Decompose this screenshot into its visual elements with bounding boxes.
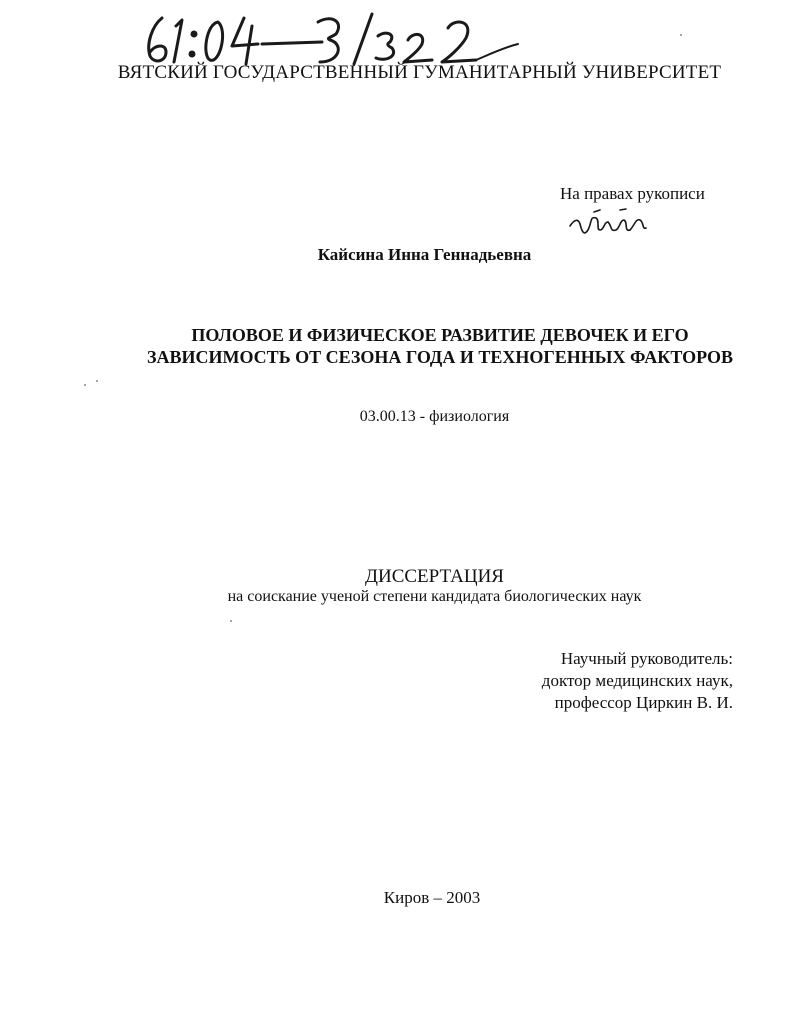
title-line: ЗАВИСИМОСТЬ ОТ СЕЗОНА ГОДА И ТЕХНОГЕННЫХ ФАКТОРОВ	[146, 347, 734, 367]
scan-speck	[96, 380, 98, 382]
city-and-year: Киров – 2003	[383, 888, 481, 907]
handwritten-signature	[566, 204, 656, 240]
scan-speck	[230, 620, 232, 622]
advisor-role: Научный руководитель:	[560, 649, 733, 668]
scan-speck	[84, 384, 86, 386]
document-type: ДИССЕРТАЦИЯ	[365, 566, 504, 587]
degree-sought: на соискание ученой степени кандидата биологических наук	[227, 588, 642, 605]
university-name: ВЯТСКИЙ ГОСУДАРСТВЕННЫЙ ГУМАНИТАРНЫЙ УНИВЕРСИТЕТ	[117, 62, 722, 83]
advisor-name: профессор Циркин В. И.	[554, 693, 733, 712]
specialty-code: 03.00.13 - физиология	[359, 408, 510, 425]
dissertation-title	[60, 324, 799, 368]
scientific-advisor	[542, 648, 733, 714]
scan-speck	[680, 34, 682, 36]
title-line: ПОЛОВОЕ И ФИЗИЧЕСКОЕ РАЗВИТИЕ ДЕВОЧЕК И ЕГО	[191, 325, 689, 345]
author-name: Кайсина Инна Геннадьевна	[317, 245, 532, 264]
manuscript-rights-note: На правах рукописи	[560, 184, 705, 203]
advisor-degree: доктор медицинских наук,	[541, 671, 733, 690]
